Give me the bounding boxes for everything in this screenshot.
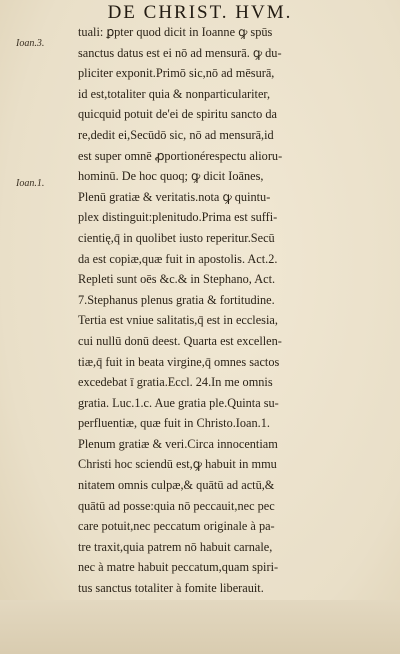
text-line: tuali: ꝑpter quod dicit in Ioanne ꝙ spūs (78, 25, 273, 39)
text-line: pliciter exponit.Primō sic,nō ad mēsurā, (78, 66, 275, 81)
text-line: nec à matre habuit peccatum,quam spiri- (78, 560, 279, 575)
text-line: plex distinguit:plenitudo.Prima est suffi- (78, 210, 278, 225)
text-line: 7.Stephanus plenus gratia & fortitudine. (78, 292, 275, 307)
text-line: hominū. De hoc quoq; ꝙ dicit Ioānes, (78, 169, 264, 184)
text-line: Christi hoc sciendū est,ꝙ habuit in mmu (78, 457, 277, 472)
text-line: re,dedit ei,Secūdō sic, nō ad mensurā,id (78, 127, 274, 142)
text-line: sanctus datus est ei nō ad mensurā. ꝙ du- (78, 45, 282, 60)
text-line: excedebat ī gratia.Eccl. 24.In me omnis (78, 375, 273, 390)
text-line: quicquid potuit de'ei de spiritu sancto da (78, 107, 277, 122)
text-line: quātū ad posse:quia nō peccauit,nec pec (78, 498, 275, 513)
text-line: est super omnē ꝓportionérespectu alioru- (78, 148, 283, 163)
text-line: Plenum gratiæ & veri.Circa innocentiam (78, 436, 278, 451)
text-line: cientię,q̄ in quolibet iusto reperitur.Secū (78, 230, 275, 245)
text-line: Plenū gratiæ & veritatis.nota ꝙ quintu- (78, 189, 271, 204)
text-line: perfluentiæ, quæ fuit in Christo.Ioan.1. (78, 416, 270, 431)
margin-note-ioan-3: Ioan.3. (16, 38, 45, 49)
text-line: care potuit,nec peccatum originale à pa- (78, 519, 275, 534)
margin-note-ioan-1: Ioan.1. (16, 178, 45, 189)
text-line: id est,totaliter quia & nonparticulariter, (78, 86, 271, 101)
page-bottom-shade (0, 600, 400, 654)
text-line: nitatem omnis culpæ,& quātū ad actū,& (78, 478, 275, 493)
text-line: Tertia est vniue salitatis,q̄ est in ecclesia, (78, 313, 278, 328)
text-line: cui nullū donū deest. Quarta est excellen- (78, 333, 282, 348)
text-line: tre traxit,quia patrem nō habuit carnale, (78, 539, 273, 554)
body-text (78, 22, 374, 599)
running-header: DE CHRIST. HVM. (107, 2, 293, 23)
text-line: tiæ,q̄ fuit in beata virgine,q̄ omnes sactos (78, 354, 280, 369)
text-line: gratia. Luc.1.c. Aue gratia ple.Quinta su- (78, 395, 279, 410)
text-line: da est copiæ,quæ fuit in apostolis. Act.2. (78, 251, 278, 266)
text-line: Repleti sunt oēs &c.& in Stephano, Act. (78, 272, 276, 287)
text-line: tus sanctus totaliter à fomite liberauit. (78, 581, 264, 596)
